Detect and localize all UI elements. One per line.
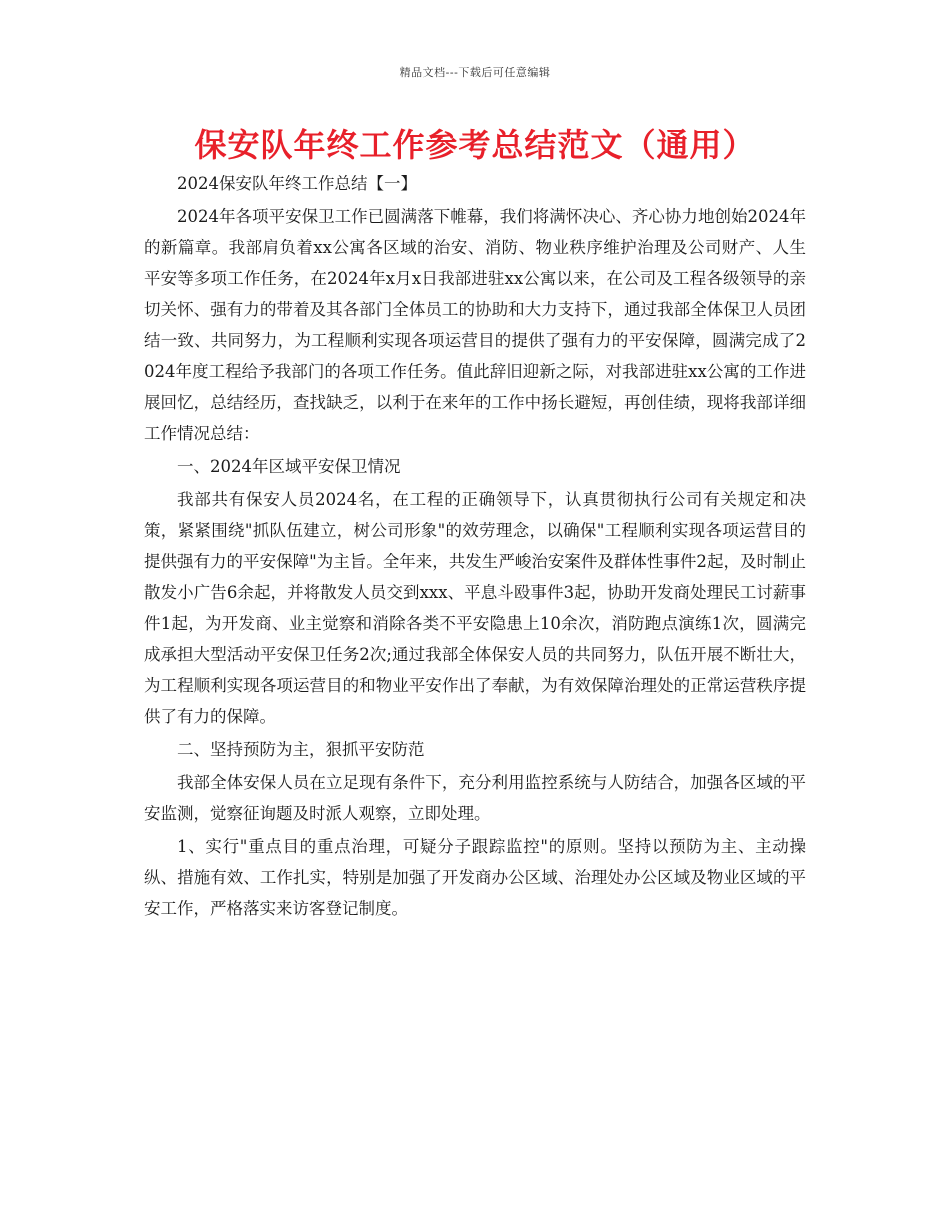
document-title: 保安队年终工作参考总结范文（通用） [194, 126, 756, 164]
subtitle-paragraph: 2024保安队年终工作总结【一】 [177, 174, 417, 193]
header-note: 精品文档---下载后可任意编辑 [399, 66, 551, 79]
document-body [144, 168, 806, 924]
body-paragraph: 我部全体安保人员在立足现有条件下，充分利用监控系统与人防结合，加强各区域的平安监测，觉察征询题及时派人观察，立即处理。 [144, 773, 806, 823]
body-paragraph: 2024年各项平安保卫工作已圆满落下帷幕，我们将满怀决心、齐心协力地创始2024年的新篇章。我部肩负着xx公寓各区域的治安、消防、物业秩序维护治理及公司财产、人生平安等多项工作任务，在2024年x月x日我部进驻xx公寓以来，在公司及工程各级领导的亲切关怀、强有力的带着及其各部门全体员工的协助和大力支持下，通过我部全体保卫人员团结一致、共同努力，为工程顺利实现各项运营目的提供了强有力的平安保障，圆满完成了2024年度工程给予我部门的各项工作任务。值此辞旧迎新之际，对我部进驻xx公寓的工作进展回忆，总结经历，查找缺乏，以利于在来年的工作中扬长避短，再创佳绩，现将我部详细工作情况总结： [144, 207, 806, 443]
section-heading: 二、坚持预防为主，狠抓平安防范 [177, 740, 425, 759]
section-heading: 一、2024年区域平安保卫情况 [177, 457, 401, 476]
body-paragraph: 1、实行"重点目的重点治理，可疑分子跟踪监控"的原则。坚持以预防为主、主动操纵、措施有效、工作扎实，特别是加强了开发商办公区域、治理处办公区域及物业区域的平安工作，严格落实来访客登记制度。 [144, 837, 806, 918]
body-paragraph: 我部共有保安人员2024名，在工程的正确领导下，认真贯彻执行公司有关规定和决策，紧紧围绕"抓队伍建立，树公司形象"的效劳理念，以确保"工程顺利实现各项运营目的提供强有力的平安保障"为主旨。全年来，共发生严峻治安案件及群体性事件2起，及时制止散发小广告6余起，并将散发人员交到xxx、平息斗殴事件3起，协助开发商处理民工讨薪事件1起，为开发商、业主觉察和消除各类不平安隐患上10余次，消防跑点演练1次，圆满完成承担大型活动平安保卫任务2次;通过我部全体保安人员的共同努力，队伍开展不断壮大，为工程顺利实现各项运营目的和物业平安作出了奉献，为有效保障治理处的正常运营秩序提供了有力的保障。 [144, 490, 806, 726]
